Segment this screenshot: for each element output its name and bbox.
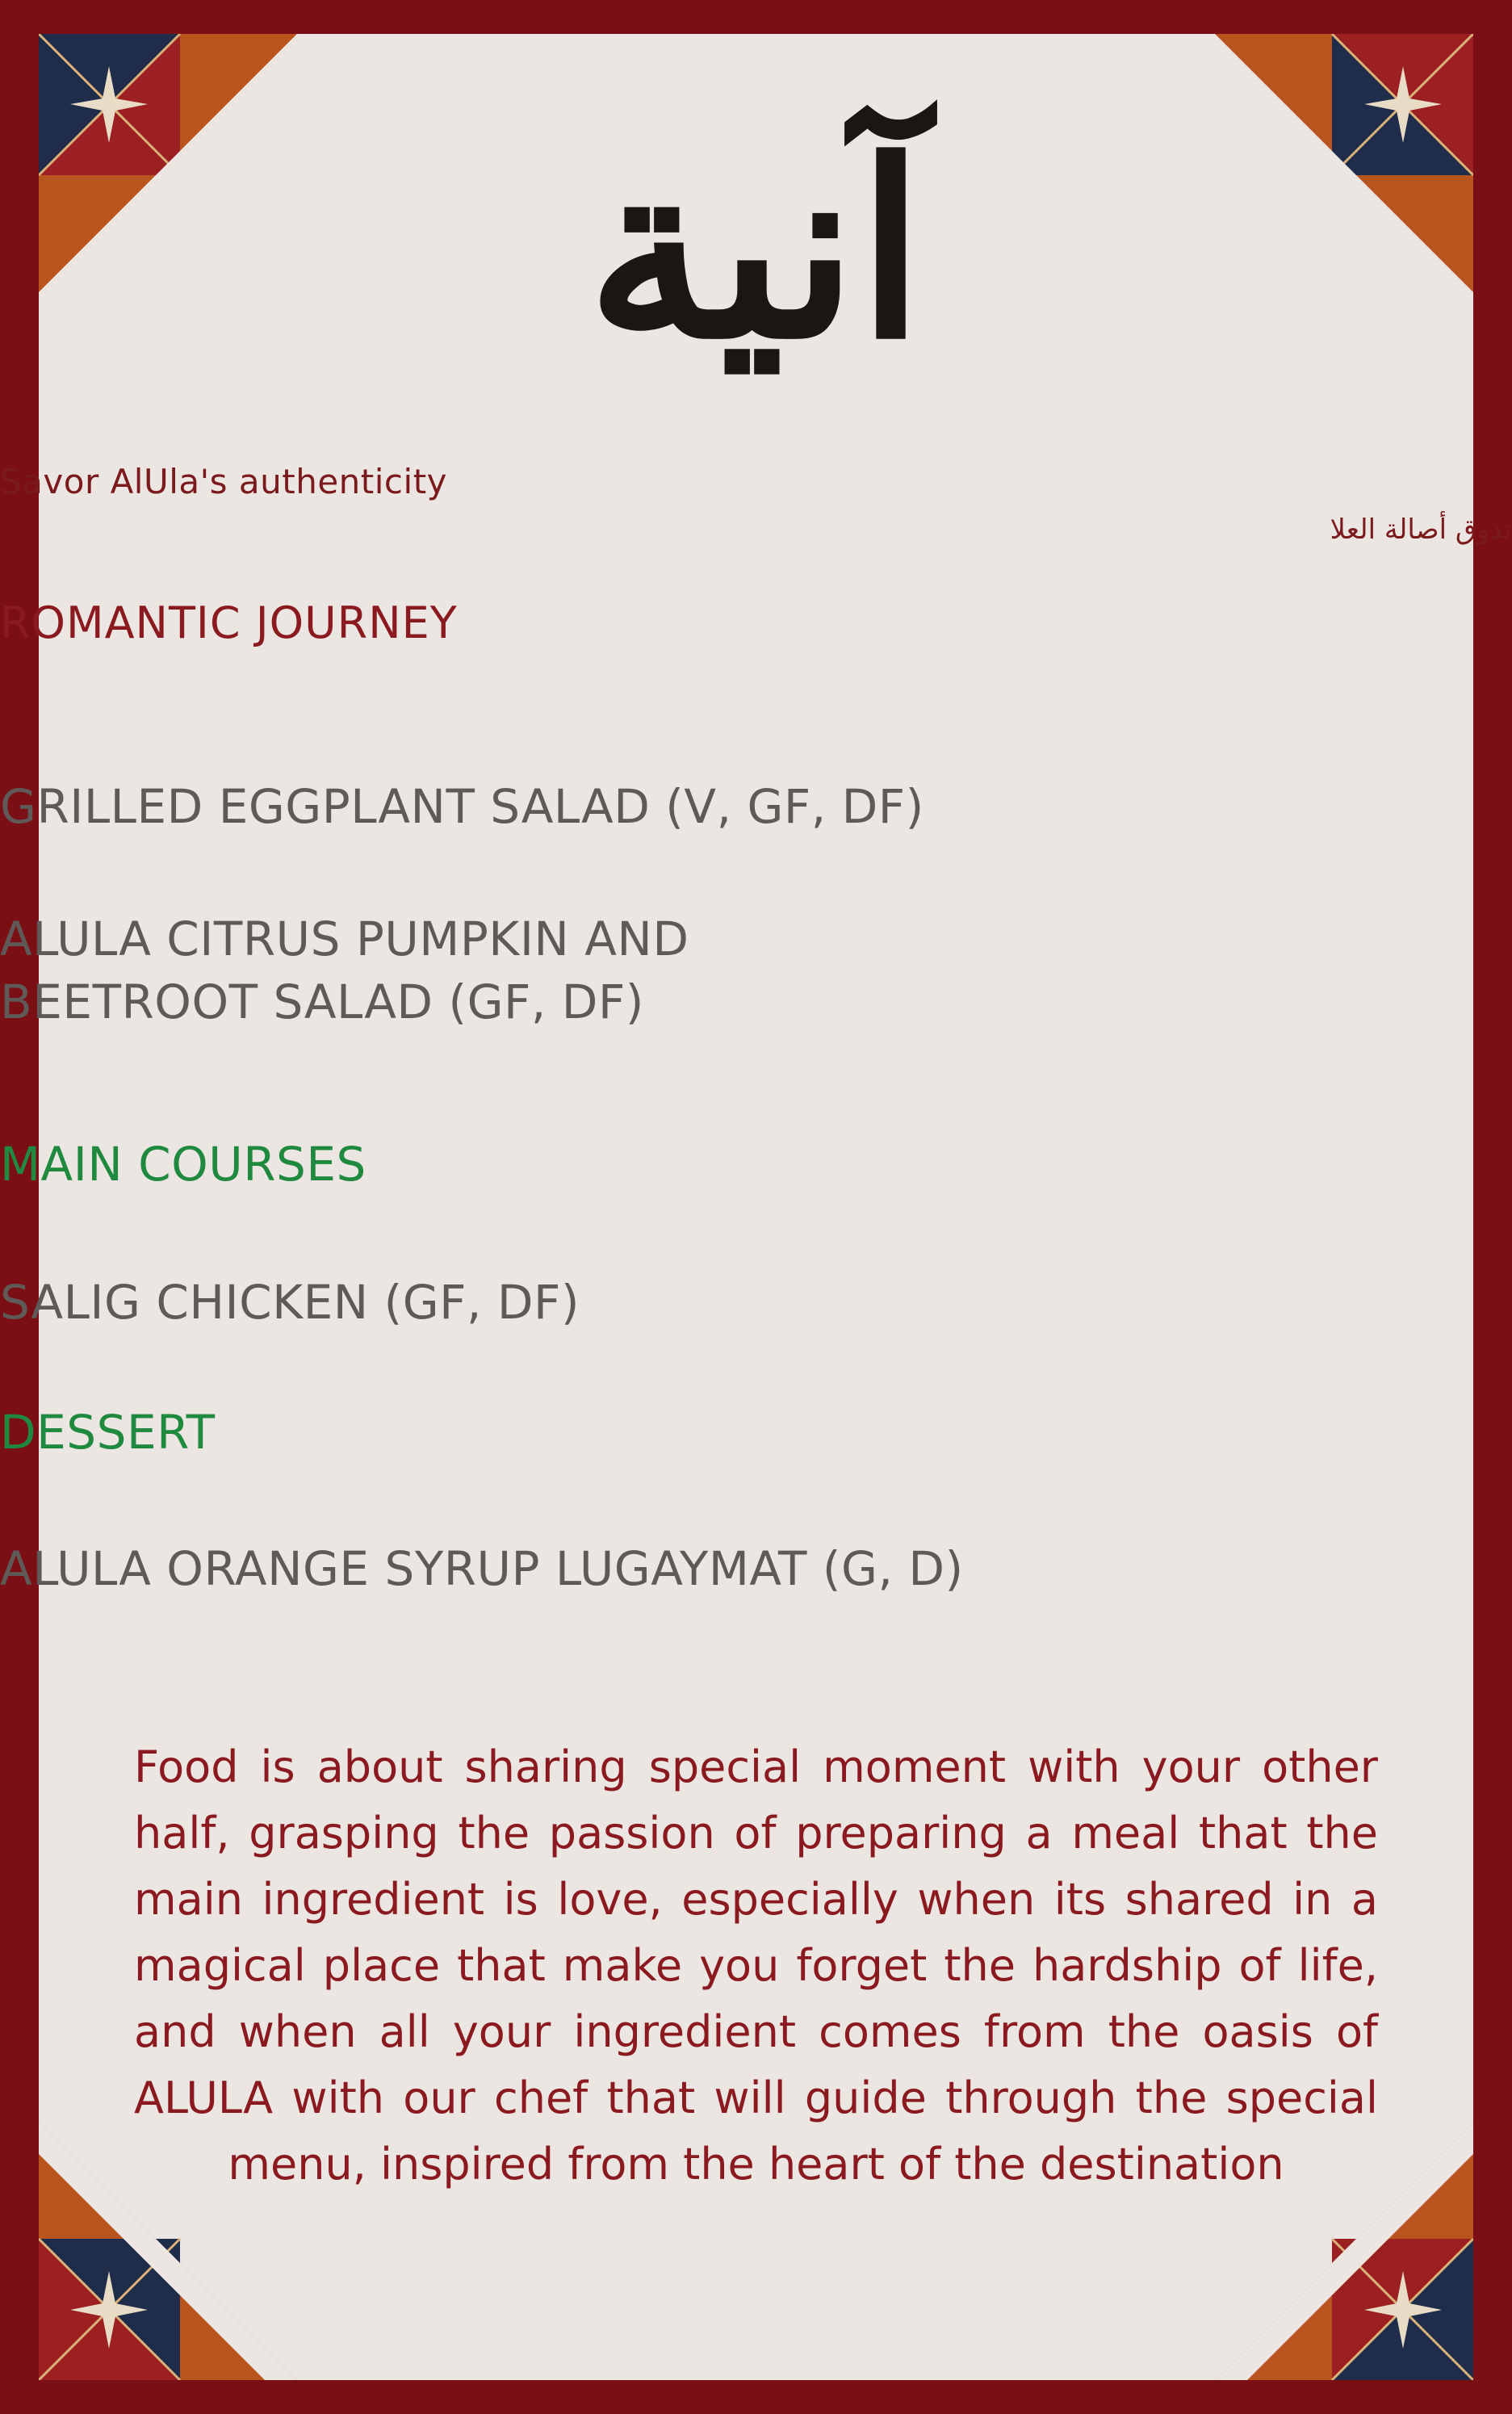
brand-logo xyxy=(513,89,998,412)
brand-logo-text: آنية xyxy=(586,107,925,392)
corner-ornament-top-left xyxy=(39,34,297,292)
tagline-arabic: تذوق أصالة العلا xyxy=(1330,513,1512,546)
menu-title: ROMANTIC JOURNEY xyxy=(0,597,458,648)
starter-item-line: BEETROOT SALAD (GF, DF) xyxy=(0,974,644,1029)
tagline-english: Savor AlUla's authenticity xyxy=(0,462,448,501)
main-course-item: SALIG CHICKEN (GF, DF) xyxy=(0,1275,580,1330)
section-heading-dessert: DESSERT xyxy=(0,1405,216,1460)
menu-story-paragraph: Food is about sharing special moment with your other half, grasping the passion of preparing a meal that the main ingredient is love, especially when its shared in a magical place that make you forget the hardship of life, and when all your ingredient comes from the oasis of ALULA with our chef that will guide through the special menu, inspired from the heart of the destination xyxy=(134,1741,1378,2190)
section-heading-main-courses: MAIN COURSES xyxy=(0,1137,366,1192)
corner-ornament-top-right xyxy=(1215,34,1473,292)
dessert-item: ALULA ORANGE SYRUP LUGAYMAT (G, D) xyxy=(0,1541,964,1596)
starter-item: GRILLED EGGPLANT SALAD (V, GF, DF) xyxy=(0,779,924,834)
starter-item xyxy=(0,907,1512,1033)
starter-item-line: ALULA CITRUS PUMPKIN AND xyxy=(0,912,689,966)
